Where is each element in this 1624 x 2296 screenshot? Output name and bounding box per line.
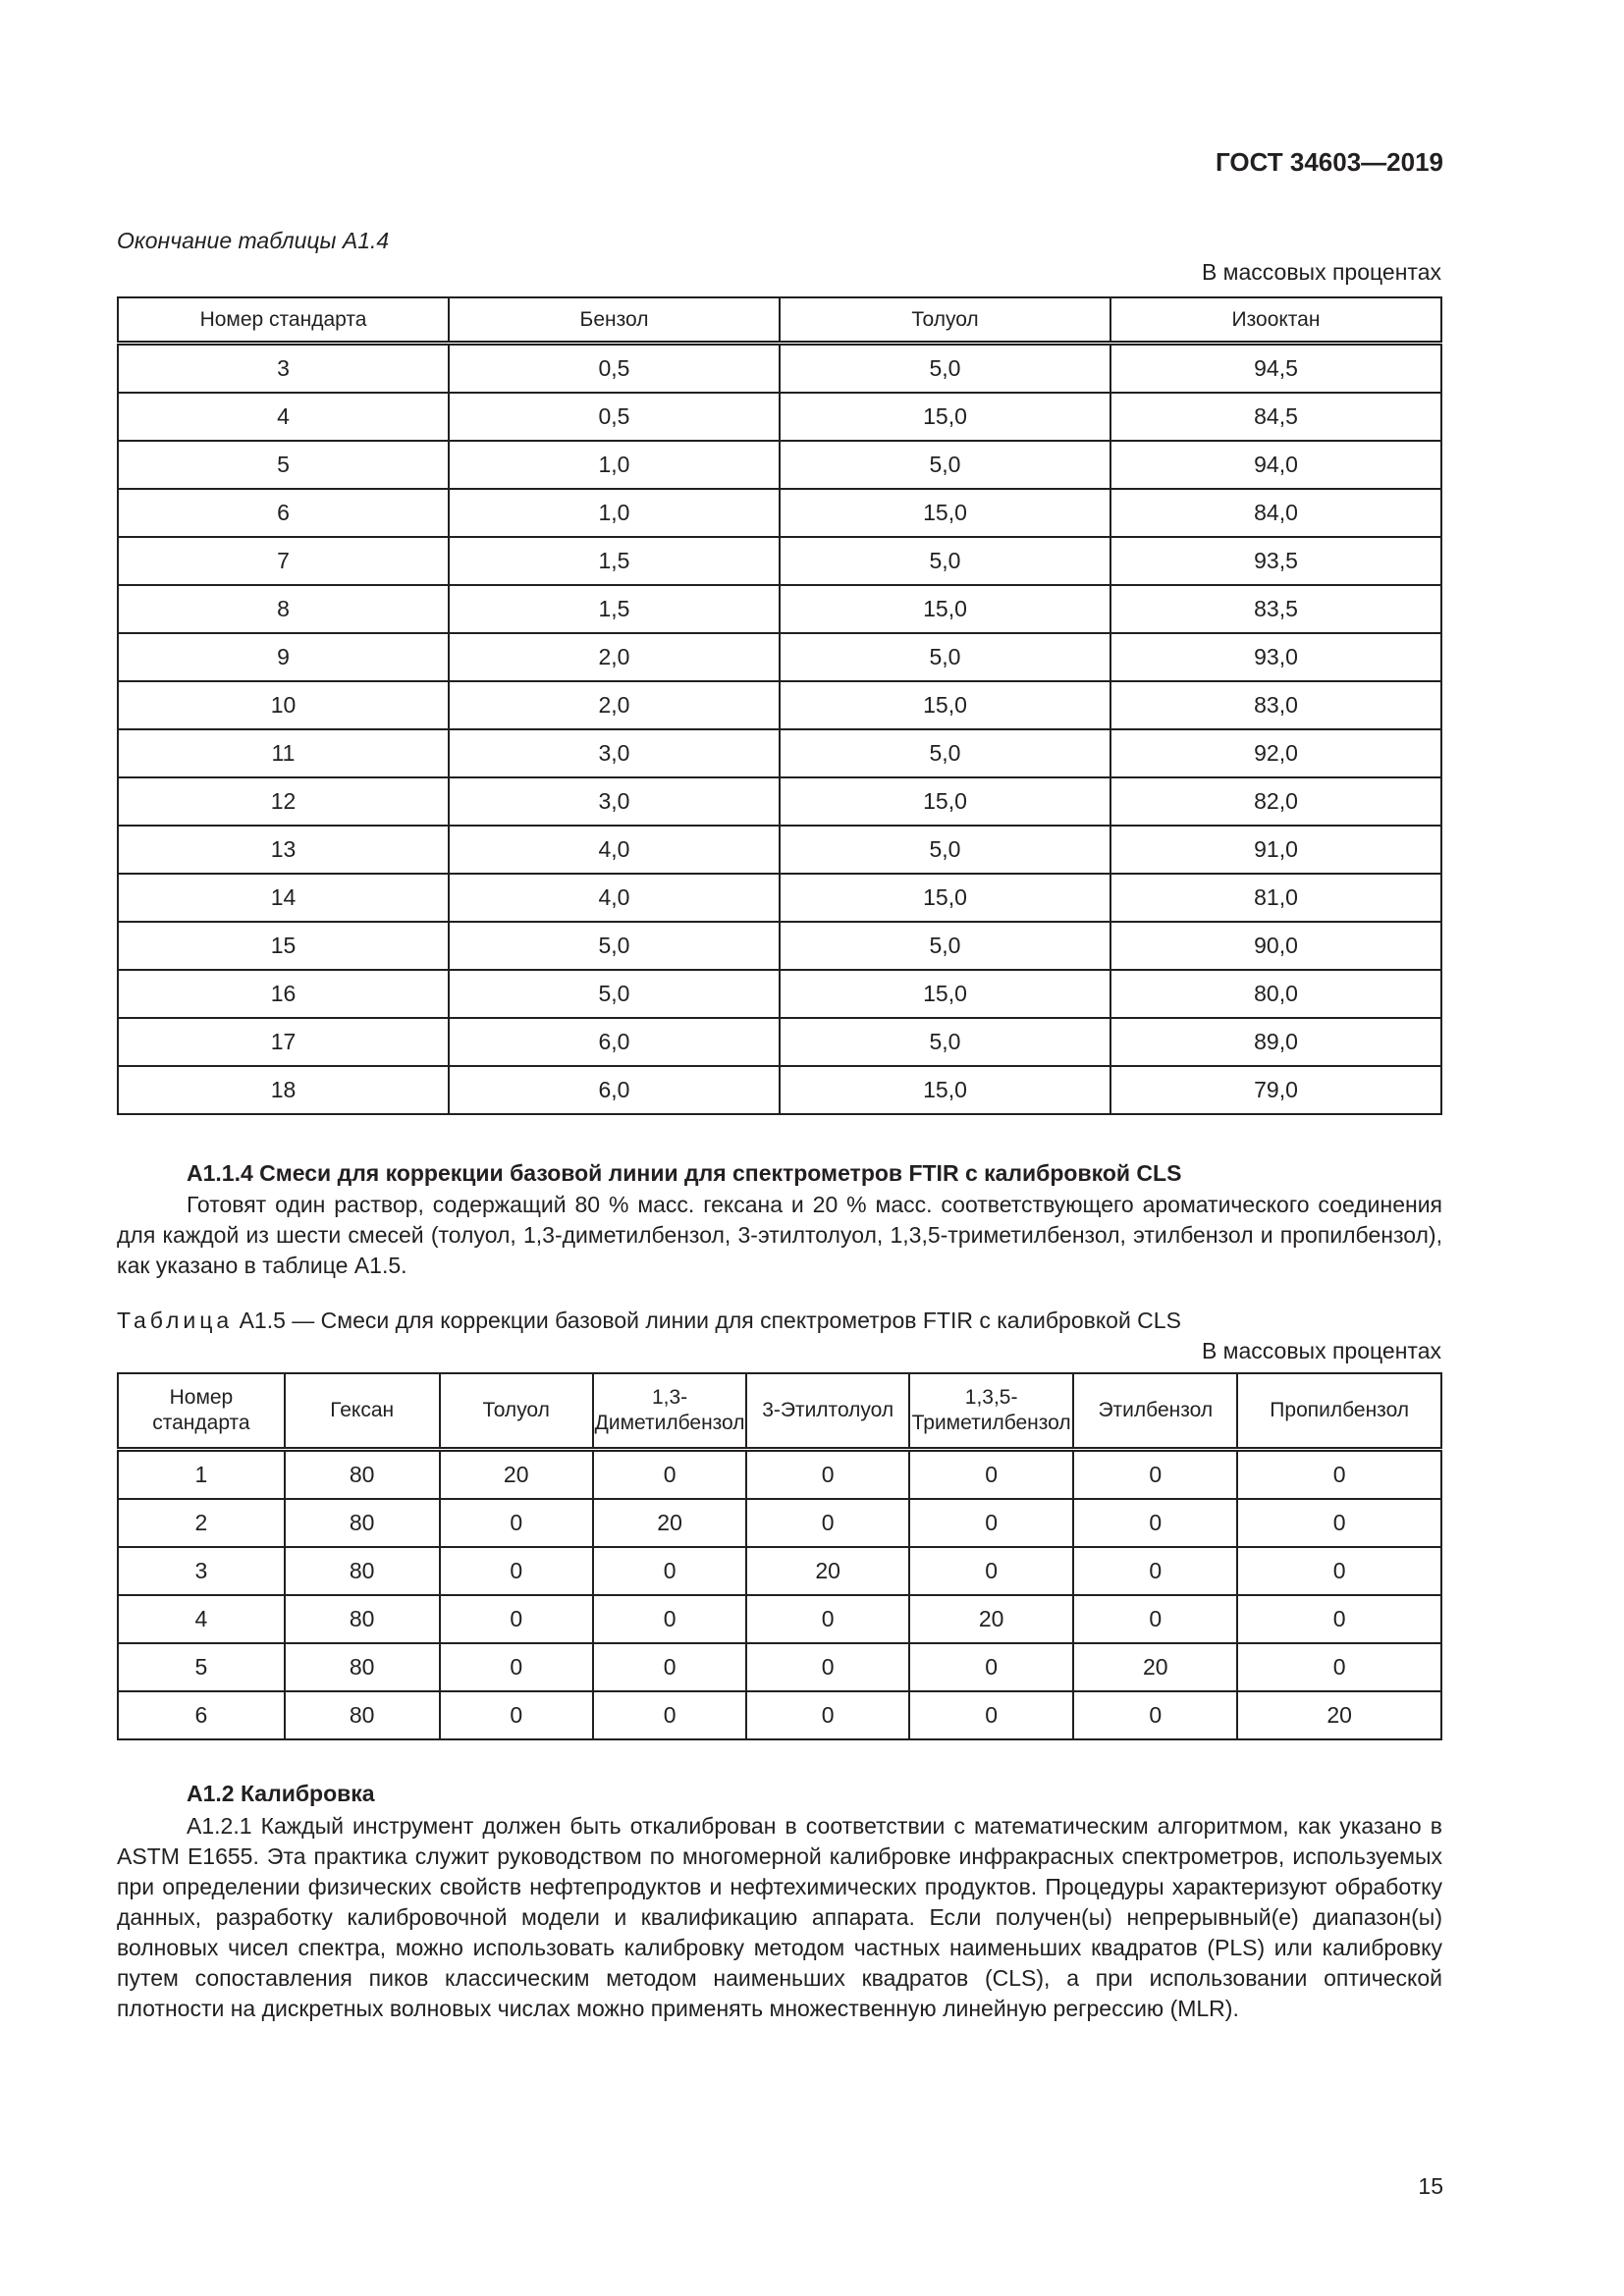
table-cell: 20	[593, 1499, 746, 1547]
table-cell: 15,0	[780, 1066, 1110, 1114]
table-cell: 4,0	[449, 826, 780, 874]
table-cell: 0	[593, 1547, 746, 1595]
section-heading-a1-1-4: А1.1.4 Смеси для коррекции базовой линии для спектрометров FTIR с калибровкой CLS	[187, 1160, 1182, 1186]
table-cell: 5	[118, 441, 449, 489]
table-cell: 12	[118, 777, 449, 826]
table-cell: 93,0	[1110, 633, 1441, 681]
table-cell: 2,0	[449, 633, 780, 681]
table-cell: 3,0	[449, 729, 780, 777]
column-header: 1,3-Диметилбензол	[593, 1373, 746, 1450]
table-cell: 0	[593, 1595, 746, 1643]
table-row	[118, 489, 1441, 537]
table-cell: 5,0	[780, 633, 1110, 681]
table-cell: 80	[285, 1450, 440, 1500]
table-cell: 4,0	[449, 874, 780, 922]
table-row	[118, 826, 1441, 874]
section-heading-a1-2: А1.2 Калибровка	[187, 1781, 375, 1806]
table-cell: 82,0	[1110, 777, 1441, 826]
table-cell: 4	[118, 1595, 285, 1643]
table-cell: 89,0	[1110, 1018, 1441, 1066]
table-row	[118, 633, 1441, 681]
table-cell: 20	[909, 1595, 1073, 1643]
table-cell: 83,0	[1110, 681, 1441, 729]
table-cell: 15,0	[780, 777, 1110, 826]
table-cell: 84,0	[1110, 489, 1441, 537]
table-label: Таблица	[117, 1308, 234, 1333]
column-header: Толуол	[440, 1373, 593, 1450]
table-row	[118, 1499, 1441, 1547]
table-row	[118, 1595, 1441, 1643]
column-header: Изооктан	[1110, 297, 1441, 344]
table-cell: 20	[440, 1450, 593, 1500]
table-cell: 79,0	[1110, 1066, 1441, 1114]
table-cell: 3,0	[449, 777, 780, 826]
table-cell: 15,0	[780, 585, 1110, 633]
table-cell: 0	[746, 1595, 909, 1643]
table-row	[118, 1018, 1441, 1066]
section-body-a1-1-4: Готовят один раствор, содержащий 80 % масс. гексана и 20 % масс. соответствующего ароматического соединения для каждой из шести смесей (толуол, 1,3-диметилбензол, 3-этилтолуол, 1,3,5-триметилбензол, этилбензол и пропилбензол), как указано в таблице А1.5.	[117, 1192, 1442, 1278]
column-header: 3-Этилтолуол	[746, 1373, 909, 1450]
table-row	[118, 537, 1441, 585]
table-cell: 3	[118, 1547, 285, 1595]
table-cell: 0	[1237, 1450, 1441, 1500]
table-a1-5-title	[117, 1306, 1442, 1336]
table-cell: 91,0	[1110, 826, 1441, 874]
table-cell: 6	[118, 1691, 285, 1739]
table-cell: 16	[118, 970, 449, 1018]
table-cell: 0	[746, 1643, 909, 1691]
table-cell: 0	[1073, 1691, 1237, 1739]
table-cell: 0	[593, 1450, 746, 1500]
table-cell: 1,5	[449, 537, 780, 585]
table-row	[118, 729, 1441, 777]
table-cell: 0	[1237, 1499, 1441, 1547]
column-header: Толуол	[780, 297, 1110, 344]
table-cell: 8	[118, 585, 449, 633]
table-cell: 80	[285, 1547, 440, 1595]
table-cell: 0	[909, 1450, 1073, 1500]
table-row	[118, 585, 1441, 633]
table-cell: 0	[909, 1499, 1073, 1547]
table-cell: 20	[746, 1547, 909, 1595]
table-a1-5	[117, 1372, 1442, 1740]
table-cell: 84,5	[1110, 393, 1441, 441]
table-cell: 5,0	[780, 441, 1110, 489]
table-cell: 1	[118, 1450, 285, 1500]
table-units-label: В массовых процентах	[1201, 1338, 1441, 1363]
table-row	[118, 441, 1441, 489]
table-cell: 80	[285, 1643, 440, 1691]
table-cell: 5,0	[780, 826, 1110, 874]
table-cell: 3	[118, 344, 449, 394]
table-cell: 0	[746, 1499, 909, 1547]
table-cell: 0	[1237, 1547, 1441, 1595]
table-cell: 15,0	[780, 489, 1110, 537]
table-cell: 0	[746, 1450, 909, 1500]
table-cell: 0,5	[449, 393, 780, 441]
table-units-label: В массовых процентах	[1201, 259, 1441, 285]
table-cell: 18	[118, 1066, 449, 1114]
table-cell: 81,0	[1110, 874, 1441, 922]
table-cell: 7	[118, 537, 449, 585]
table-cell: 2	[118, 1499, 285, 1547]
table-row	[118, 1547, 1441, 1595]
table-cell: 0	[1073, 1595, 1237, 1643]
table-cell: 0	[746, 1691, 909, 1739]
table-cell: 5,0	[780, 729, 1110, 777]
table-row	[118, 1691, 1441, 1739]
table-cell: 80	[285, 1595, 440, 1643]
table-cell: 1,0	[449, 441, 780, 489]
table-cell: 5,0	[780, 344, 1110, 394]
table-cell: 0	[909, 1643, 1073, 1691]
table-cell: 9	[118, 633, 449, 681]
table-cell: 0	[440, 1547, 593, 1595]
column-header: Этилбензол	[1073, 1373, 1237, 1450]
table-cell: 0,5	[449, 344, 780, 394]
column-header: Пропилбензол	[1237, 1373, 1441, 1450]
section-body-a1-2-1: А1.2.1 Каждый инструмент должен быть откалиброван в соответствии с математическим алгоритмом, как указано в ASTM E1655. Эта практика служит руководством по многомерной калибровке инфракрасных спектрометров, используемых при определении физических свойств нефтепродуктов и нефтехимических продуктов. Процедуры характеризуют обработку данных, разработку калибровочной модели и квалификацию аппарата. Если получен(ы) непрерывный(е) диапазон(ы) волновых чисел спектра, можно использовать калибровку методом частных наименьших квадратов (PLS) или калибровку путем сопоставления пиков классическим методом наименьших квадратов (CLS), а при использовании оптической плотности на дискретных волновых числах можно применять множественную линейную регрессию (MLR).	[117, 1813, 1442, 2021]
document-standard-number: ГОСТ 34603—2019	[1216, 147, 1443, 177]
column-header: Бензол	[449, 297, 780, 344]
table-cell: 0	[909, 1691, 1073, 1739]
table-cell: 5,0	[780, 537, 1110, 585]
table-row	[118, 922, 1441, 970]
table-cell: 17	[118, 1018, 449, 1066]
column-header: Гексан	[285, 1373, 440, 1450]
table-row	[118, 874, 1441, 922]
table-cell: 4	[118, 393, 449, 441]
table-cell: 0	[440, 1691, 593, 1739]
table-cell: 0	[440, 1643, 593, 1691]
table-cell: 5,0	[780, 1018, 1110, 1066]
table-cell: 13	[118, 826, 449, 874]
table-cell: 5,0	[449, 922, 780, 970]
table-continuation-caption: Окончание таблицы А1.4	[117, 228, 390, 253]
table-row	[118, 970, 1441, 1018]
table-cell: 0	[1073, 1450, 1237, 1500]
column-header: 1,3,5-Триметилбензол	[909, 1373, 1073, 1450]
table-title-text: А1.5 — Смеси для коррекции базовой линии для спектрометров FTIR с калибровкой CLS	[233, 1308, 1181, 1333]
table-cell: 20	[1073, 1643, 1237, 1691]
table-row	[118, 1450, 1441, 1500]
table-cell: 1,5	[449, 585, 780, 633]
table-cell: 20	[1237, 1691, 1441, 1739]
table-row	[118, 1643, 1441, 1691]
table-cell: 11	[118, 729, 449, 777]
column-header: Номер стандарта	[118, 297, 449, 344]
table-a1-4	[117, 296, 1442, 1115]
page-number: 15	[1418, 2173, 1443, 2199]
table-cell: 0	[593, 1691, 746, 1739]
table-cell: 90,0	[1110, 922, 1441, 970]
table-cell: 15,0	[780, 393, 1110, 441]
table-cell: 6	[118, 489, 449, 537]
table-cell: 0	[1237, 1643, 1441, 1691]
table-cell: 15,0	[780, 681, 1110, 729]
table-cell: 0	[1237, 1595, 1441, 1643]
table-row	[118, 777, 1441, 826]
table-row	[118, 1066, 1441, 1114]
table-cell: 5,0	[780, 922, 1110, 970]
table-cell: 80	[285, 1691, 440, 1739]
table-cell: 0	[440, 1499, 593, 1547]
table-cell: 6,0	[449, 1018, 780, 1066]
table-cell: 2,0	[449, 681, 780, 729]
table-cell: 0	[1073, 1499, 1237, 1547]
table-cell: 10	[118, 681, 449, 729]
table-cell: 0	[1073, 1547, 1237, 1595]
table-cell: 1,0	[449, 489, 780, 537]
table-cell: 5	[118, 1643, 285, 1691]
table-row	[118, 344, 1441, 394]
table-row	[118, 681, 1441, 729]
table-cell: 5,0	[449, 970, 780, 1018]
table-cell: 94,0	[1110, 441, 1441, 489]
table-header-row	[118, 297, 1441, 344]
table-cell: 0	[440, 1595, 593, 1643]
table-cell: 15,0	[780, 970, 1110, 1018]
table-cell: 0	[909, 1547, 1073, 1595]
table-row	[118, 393, 1441, 441]
table-cell: 80	[285, 1499, 440, 1547]
table-header-row	[118, 1373, 1441, 1450]
table-cell: 83,5	[1110, 585, 1441, 633]
table-cell: 94,5	[1110, 344, 1441, 394]
column-header: Номер стандарта	[118, 1373, 285, 1450]
table-cell: 80,0	[1110, 970, 1441, 1018]
table-cell: 92,0	[1110, 729, 1441, 777]
table-cell: 93,5	[1110, 537, 1441, 585]
table-cell: 15,0	[780, 874, 1110, 922]
table-cell: 6,0	[449, 1066, 780, 1114]
table-cell: 14	[118, 874, 449, 922]
table-cell: 15	[118, 922, 449, 970]
table-cell: 0	[593, 1643, 746, 1691]
